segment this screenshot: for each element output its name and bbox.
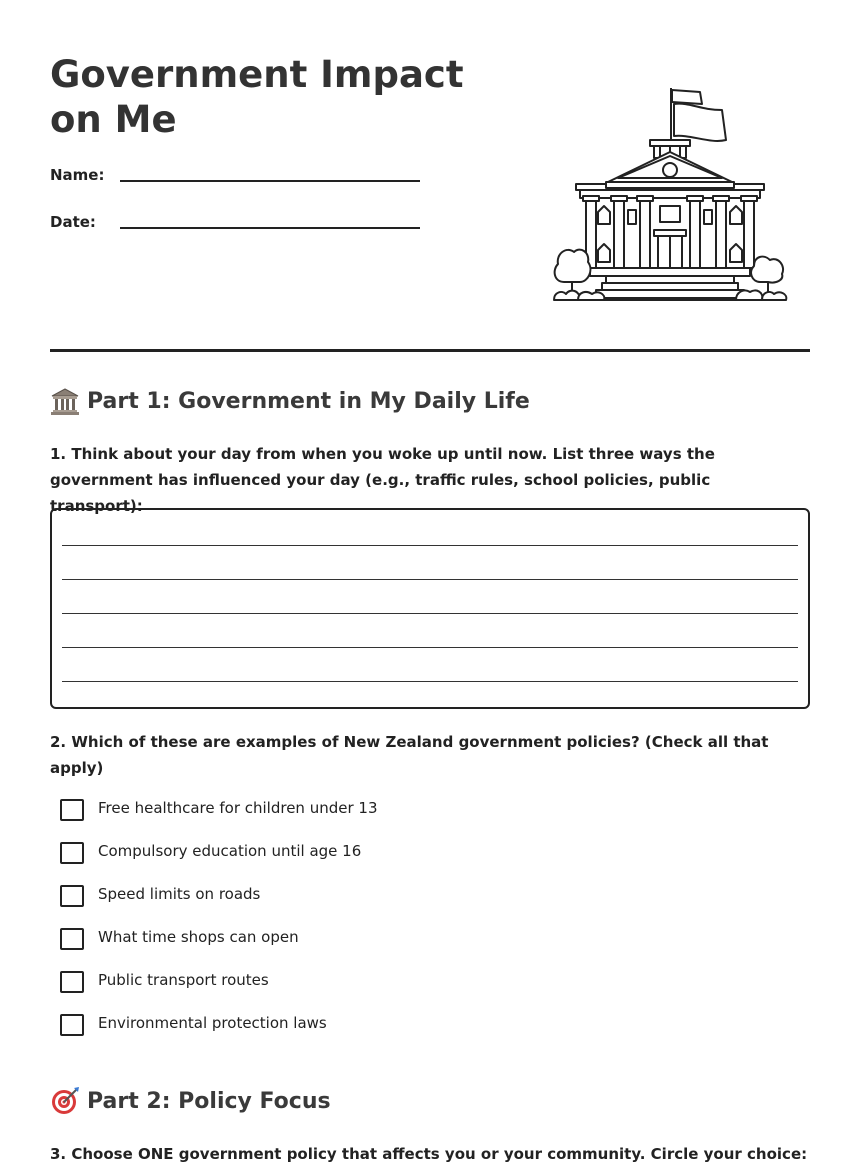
part1-heading — [50, 386, 530, 416]
answer-box-q1[interactable] — [50, 508, 810, 709]
name-label: Name: — [50, 166, 105, 184]
answer-line — [62, 579, 798, 580]
checkbox[interactable] — [60, 971, 84, 993]
checkbox[interactable] — [60, 1014, 84, 1036]
question-3: 3. Choose ONE government policy that affects you or your community. Circle your choice: — [50, 1145, 808, 1163]
checkbox[interactable] — [60, 928, 84, 950]
part2-heading — [50, 1086, 331, 1116]
government-building-icon — [550, 86, 790, 306]
part1-title: Part 1: Government in My Daily Life — [87, 388, 530, 414]
checkbox-label: Environmental protection laws — [98, 1014, 327, 1032]
list-item[interactable] — [60, 966, 378, 1009]
page-title: Government Impact on Me — [50, 53, 464, 141]
checkbox-label: Compulsory education until age 16 — [98, 842, 362, 860]
checkbox[interactable] — [60, 842, 84, 864]
worksheet-page — [50, 0, 810, 1163]
target-icon — [50, 1086, 80, 1116]
checkbox[interactable] — [60, 885, 84, 907]
date-write-line[interactable] — [120, 227, 420, 229]
worksheet-header — [50, 0, 810, 352]
answer-line — [62, 613, 798, 614]
answer-line — [62, 545, 798, 546]
checkbox[interactable] — [60, 799, 84, 821]
date-label: Date: — [50, 213, 96, 231]
header-divider — [50, 349, 810, 352]
question-1: 1. Think about your day from when you woke up until now. List three ways the government has influenced your day (e.g., traffic rules, school policies, public transport): — [50, 445, 715, 515]
list-item[interactable] — [60, 794, 378, 837]
policy-checklist — [60, 794, 378, 1052]
answer-line — [62, 647, 798, 648]
checkbox-label: Free healthcare for children under 13 — [98, 799, 378, 817]
classical-building-icon — [50, 386, 80, 416]
checkbox-label: Public transport routes — [98, 971, 269, 989]
part2-title: Part 2: Policy Focus — [87, 1088, 331, 1114]
list-item[interactable] — [60, 880, 378, 923]
list-item[interactable] — [60, 923, 378, 966]
question-2: 2. Which of these are examples of New Zealand government policies? (Check all that apply) — [50, 733, 769, 777]
answer-line — [62, 681, 798, 682]
checkbox-label: What time shops can open — [98, 928, 299, 946]
list-item[interactable] — [60, 1009, 378, 1052]
list-item[interactable] — [60, 837, 378, 880]
name-write-line[interactable] — [120, 180, 420, 182]
checkbox-label: Speed limits on roads — [98, 885, 261, 903]
